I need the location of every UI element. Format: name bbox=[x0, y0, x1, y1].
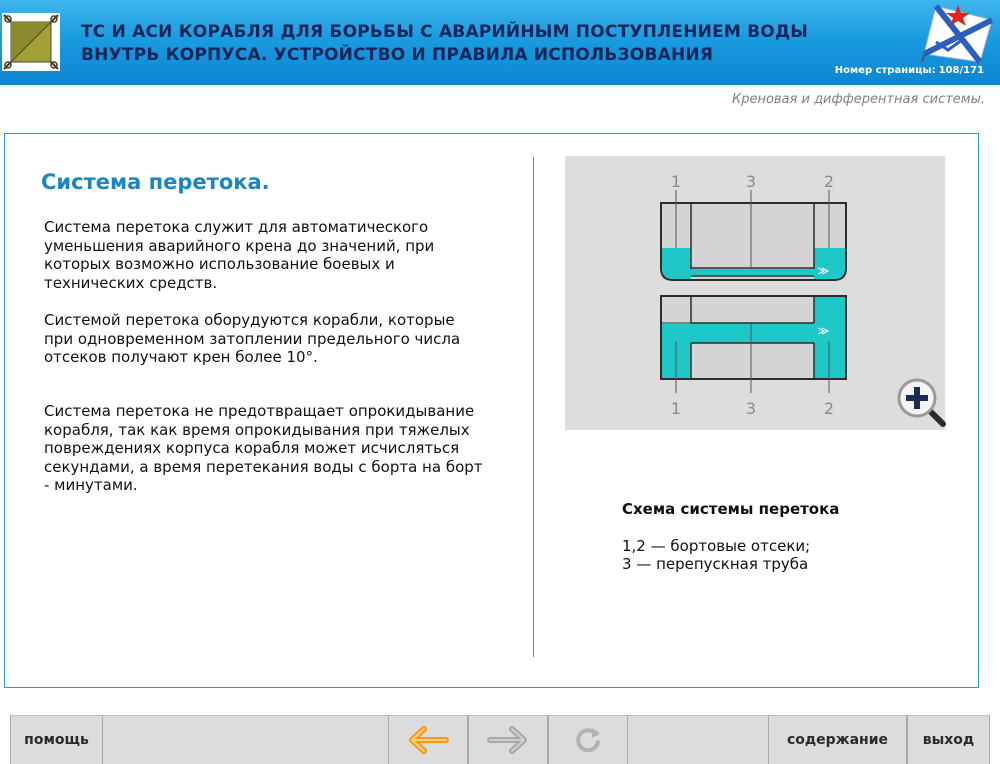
course-title-line2: ВНУТРЬ КОРПУСА. УСТРОЙСТВО И ПРАВИЛА ИСПОЛЬЗОВАНИЯ bbox=[81, 45, 714, 65]
diagram-caption-title: Схема системы перетока bbox=[622, 500, 840, 518]
course-title-line1: ТС И АСИ КОРАБЛЯ ДЛЯ БОРЬБЫ С АВАРИЙНЫМ ПОСТУПЛЕНИЕМ ВОДЫ bbox=[81, 22, 809, 42]
upper-vessel bbox=[661, 190, 846, 280]
diagram-background bbox=[565, 156, 945, 430]
forward-arrow-icon bbox=[486, 725, 530, 755]
bottom-label-1: 1 bbox=[670, 399, 682, 418]
paragraph-3: Система перетока не предотвращает опрокидывание корабля, так как время опрокидывания при тяжелых повреждениях корпуса корабля может исчисляться секундами, а время перетекания воды с борта на борт - минутами. bbox=[44, 402, 483, 494]
page-number bbox=[832, 65, 984, 76]
exit-button[interactable]: выход bbox=[907, 715, 990, 764]
slide-title: Система перетока. bbox=[41, 170, 270, 194]
paragraph-1: Система перетока служит для автоматического уменьшения аварийного крена до значений, при которых возможно использование боевых и технических средств. bbox=[44, 218, 435, 292]
top-label-2: 2 bbox=[823, 172, 835, 191]
paragraph-2: Системой перетока оборудуются корабли, которые при одновременном затоплении предельного числа отсеков получают крен более 10°. bbox=[44, 311, 461, 366]
legend-item-2: 3 — перепускная труба bbox=[622, 555, 809, 573]
header-bar bbox=[0, 0, 1000, 85]
top-label-1: 1 bbox=[670, 172, 682, 191]
back-button[interactable] bbox=[388, 715, 468, 764]
magnifier-zoom-icon bbox=[893, 376, 947, 430]
bottom-label-3: 3 bbox=[745, 399, 757, 418]
zoom-in-button[interactable] bbox=[893, 376, 947, 430]
page-number-label: Номер страницы: bbox=[834, 65, 936, 76]
repeat-icon bbox=[572, 724, 604, 756]
column-divider bbox=[533, 157, 534, 657]
repeat-button[interactable] bbox=[548, 715, 628, 764]
lower-vessel bbox=[661, 296, 846, 393]
section-subtitle: Креновая и дифферентная системы. bbox=[731, 92, 985, 107]
top-label-3: 3 bbox=[745, 172, 757, 191]
legend-item-1: 1,2 — бортовые отсеки; bbox=[622, 537, 811, 555]
forward-button[interactable] bbox=[468, 715, 548, 764]
course-title bbox=[81, 21, 821, 67]
course-logo-icon bbox=[2, 13, 60, 71]
help-button[interactable]: помощь bbox=[10, 715, 103, 764]
contents-button[interactable]: содержание bbox=[768, 715, 907, 764]
overflow-system-diagram bbox=[565, 156, 945, 430]
bottom-label-2: 2 bbox=[823, 399, 835, 418]
footer-spacer bbox=[103, 715, 389, 764]
back-arrow-icon bbox=[406, 725, 450, 755]
footer-spacer-2 bbox=[628, 715, 768, 764]
page-number-value: 108/171 bbox=[938, 65, 984, 76]
naval-flag-icon bbox=[918, 2, 996, 64]
